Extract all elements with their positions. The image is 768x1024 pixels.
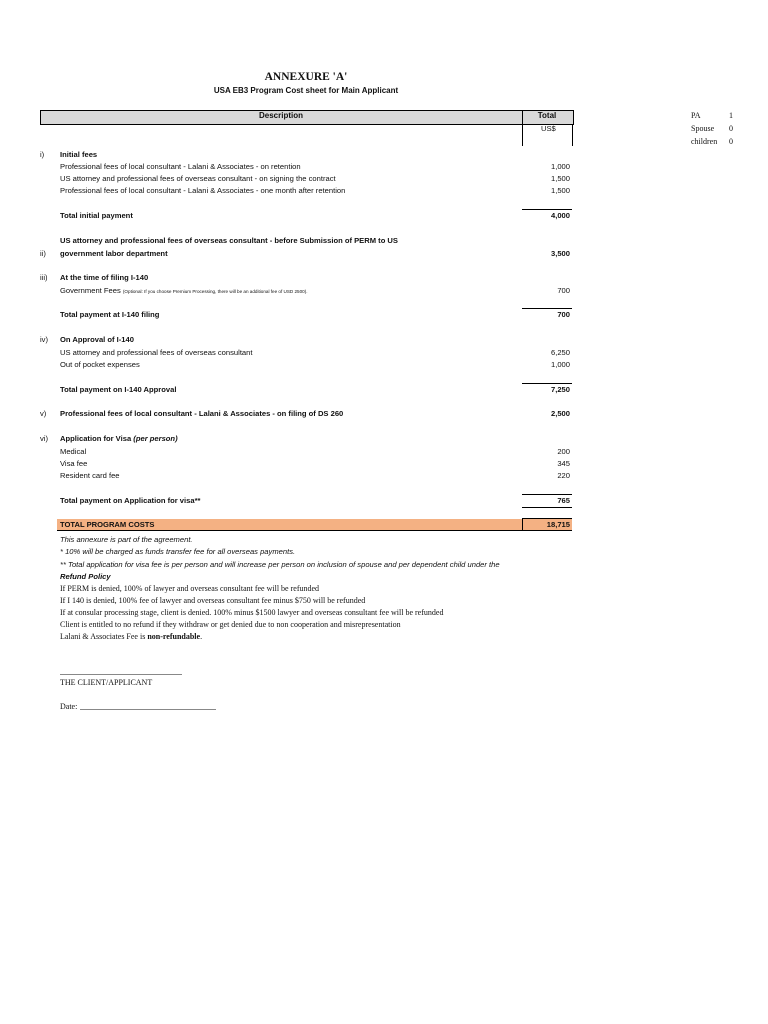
subtotal-amount-initial: 4,000: [550, 211, 570, 220]
subtotal-rule: [522, 308, 572, 309]
line-amount: 220: [557, 471, 570, 480]
refund-line: If PERM is denied, 100% of lawyer and overseas consultant fee will be refunded: [60, 584, 320, 593]
refund-fee-suffix: .: [200, 632, 203, 641]
line-amount: 345: [557, 459, 570, 468]
line-item-government-fees: [60, 286, 308, 297]
header-total: Total: [537, 111, 557, 120]
side-children-label: children: [691, 137, 718, 146]
section-number-iv: iv): [40, 335, 49, 344]
section-number-i: i): [40, 150, 45, 159]
visa-heading-suffix: (per person): [133, 434, 178, 443]
line-item: Professional fees of local consultant - Lalani & Associates - on retention: [60, 162, 301, 171]
signature-line: [60, 674, 182, 675]
visa-heading-label: Application for Visa: [60, 434, 132, 443]
line-amount: 1,500: [550, 186, 570, 195]
section-amount-perm: 3,500: [550, 249, 570, 258]
line-item: Professional fees of local consultant - Lalani & Associates - one month after retention: [60, 186, 346, 195]
subtotal-label-i140-filing: Total payment at I-140 filing: [60, 310, 160, 319]
section-number-v: v): [40, 409, 47, 418]
section-text-ds260: Professional fees of local consultant - Lalani & Associates - on filing of DS 260: [60, 409, 344, 418]
refund-line: Client is entitled to no refund if they withdraw or get denied due to non cooperation and misrepresentation: [60, 620, 401, 629]
note-transfer-fee: * 10% will be charged as funds transfer fee for all overseas payments.: [60, 547, 296, 556]
grand-total-label: TOTAL PROGRAM COSTS: [60, 520, 155, 529]
page-title: ANNEXURE 'A': [264, 71, 348, 83]
section-text-perm-line1: US attorney and professional fees of overseas consultant - before Submission of PERM to US: [60, 236, 398, 245]
subtotal-label-initial: Total initial payment: [60, 211, 133, 220]
date-label: Date:: [60, 702, 78, 711]
header-description: Description: [258, 111, 303, 120]
grand-total-bottom-rule: [57, 530, 572, 531]
side-children-value: 0: [729, 137, 733, 146]
section-number-vi: vi): [40, 434, 49, 443]
section-number-iii: iii): [40, 273, 48, 282]
subtotal-label-visa: Total payment on Application for visa**: [60, 496, 201, 505]
line-amount: 1,000: [550, 360, 570, 369]
line-item: US attorney and professional fees of overseas consultant: [60, 348, 253, 357]
government-fees-label: Government Fees: [60, 286, 121, 295]
grand-total-amount: 18,715: [546, 520, 570, 529]
subtotal-label-i140-approval: Total payment on I-140 Approval: [60, 385, 177, 394]
line-item: Resident card fee: [60, 471, 120, 480]
total-column-left-border: [522, 124, 523, 146]
line-amount: 6,250: [550, 348, 570, 357]
header-divider: [522, 110, 523, 125]
subtotal-rule: [522, 494, 572, 495]
section-text-perm-line2: government labor department: [60, 249, 168, 258]
subtotal-amount-visa: 765: [557, 496, 570, 505]
side-pa-label: PA: [691, 111, 701, 120]
line-item: Medical: [60, 447, 87, 456]
non-refundable-label: non-refundable: [147, 632, 201, 641]
section-heading-i140-approval: On Approval of I-140: [60, 335, 134, 344]
subtotal-rule: [522, 383, 572, 384]
line-amount: 1,000: [550, 162, 570, 171]
refund-policy-heading: Refund Policy: [60, 572, 111, 581]
line-item: Out of pocket expenses: [60, 360, 140, 369]
section-amount-ds260: 2,500: [550, 409, 570, 418]
client-applicant-label: THE CLIENT/APPLICANT: [60, 678, 153, 687]
subtotal-rule: [522, 209, 572, 210]
subtotal-amount-i140-filing: 700: [557, 310, 570, 319]
refund-line: If I 140 is denied, 100% fee of lawyer and overseas consultant fee minus $750 will be refunded: [60, 596, 366, 605]
line-amount: 1,500: [550, 174, 570, 183]
refund-fee-prefix: Lalani & Associates Fee is: [60, 632, 146, 641]
note-annexure: This annexure is part of the agreement.: [60, 535, 193, 544]
date-line: [80, 709, 216, 710]
section-number-ii: ii): [40, 249, 46, 258]
section-heading-i140-filing: At the time of filing I-140: [60, 273, 149, 282]
line-amount: 700: [557, 286, 570, 295]
line-item: Visa fee: [60, 459, 88, 468]
subtotal-amount-i140-approval: 7,250: [550, 385, 570, 394]
refund-line-non-refundable: [60, 632, 202, 642]
line-item: US attorney and professional fees of overseas consultant - on signing the contract: [60, 174, 336, 183]
side-spouse-value: 0: [729, 124, 733, 133]
grand-total-top-rule: [522, 518, 572, 519]
premium-processing-note: (Optional: If you choose Premium Processing, there will be an additional fee of USD 2500).: [122, 289, 308, 294]
currency-label: US$: [541, 124, 556, 133]
page-subtitle: USA EB3 Program Cost sheet for Main Applicant: [213, 86, 399, 95]
note-visa-fee: ** Total application for visa fee is per person and will increase per person on inclusion of spouse and per dependent child under the: [60, 560, 500, 569]
section-heading-visa: [60, 434, 178, 444]
side-pa-value: 1: [729, 111, 733, 120]
line-amount: 200: [557, 447, 570, 456]
subtotal-bottom-rule: [522, 507, 572, 508]
side-spouse-label: Spouse: [691, 124, 715, 133]
section-heading-initial-fees: Initial fees: [60, 150, 98, 159]
refund-line: If at consular processing stage, client is denied. 100% minus $1500 lawyer and overseas consultant fee will be refunded: [60, 608, 444, 617]
